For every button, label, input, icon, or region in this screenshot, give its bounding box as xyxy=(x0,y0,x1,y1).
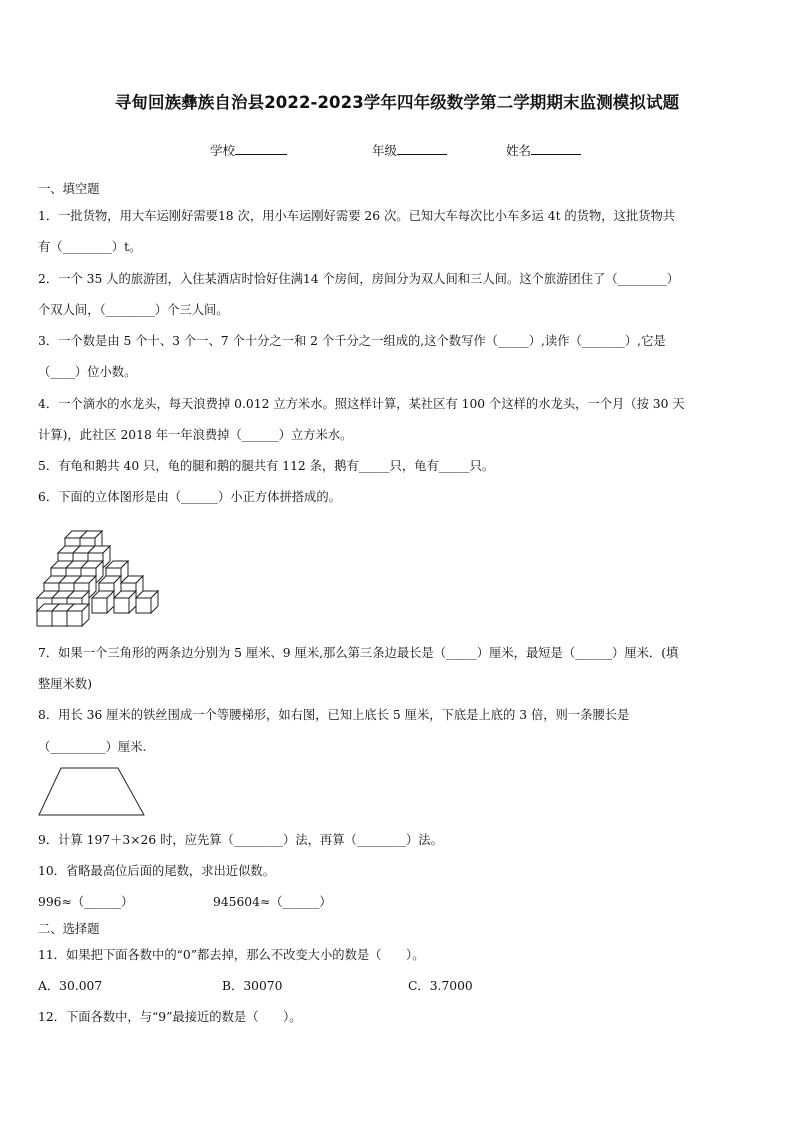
cube-icon xyxy=(67,604,89,626)
question-8-line-2: （_________）厘米. xyxy=(38,740,147,754)
cube-icon xyxy=(136,591,158,613)
question-10-item-a: 996≈（______） xyxy=(38,895,134,909)
cube-icon xyxy=(92,591,114,613)
question-10-item-b: 945604≈（______） xyxy=(213,895,332,909)
grade-label: 年级 xyxy=(372,143,398,158)
section-choice: 二、选择题 xyxy=(38,922,100,936)
question-2-line-1: 2．一个 35 人的旅游团，入住某酒店时恰好住满14 个房间，房间分为双人间和三人间。这个旅游团住了（________） xyxy=(38,272,680,286)
question-8-line-1: 8．用长 36 厘米的铁丝围成一个等腰梯形，如右图，已知上底长 5 厘米，下底是上底的 3 倍，则一条腰长是 xyxy=(38,708,630,722)
trapezoid-figure xyxy=(36,766,148,818)
question-5: 5．有龟和鹅共 40 只，龟的腿和鹅的腿共有 112 条，鹅有_____只，龟有_____只。 xyxy=(38,459,495,473)
school-field xyxy=(210,141,287,159)
question-11: 11．如果把下面各数中的“0”都去掉，那么不改变大小的数是（ ）。 xyxy=(38,948,425,962)
question-11-option-b[interactable]: B．30070 xyxy=(222,979,283,993)
page-title: 寻甸回族彝族自治县2022-2023学年四年级数学第二学期期末监测模拟试题 xyxy=(114,93,680,112)
question-12: 12．下面各数中，与“9”最接近的数是（ ）。 xyxy=(38,1010,302,1024)
question-3-line-2: （____）位小数。 xyxy=(38,365,137,379)
school-blank[interactable] xyxy=(235,142,287,155)
question-7-line-2: 整厘米数) xyxy=(38,677,92,691)
question-10: 10．省略最高位后面的尾数，求出近似数。 xyxy=(38,864,275,878)
cube-icon xyxy=(114,591,136,613)
section-fill-blank: 一、填空题 xyxy=(38,182,100,196)
question-9: 9．计算 197＋3×26 时，应先算（________）法，再算（________）法。 xyxy=(38,833,443,847)
name-field xyxy=(506,141,581,159)
question-1-line-2: 有（________）t。 xyxy=(38,240,142,254)
grade-field xyxy=(372,141,447,159)
question-11-option-a[interactable]: A．30.007 xyxy=(38,979,103,993)
question-4-line-2: 计算)，此社区 2018 年一年浪费掉（______）立方米水。 xyxy=(38,428,353,442)
question-2-line-2: 个双人间，（________）个三人间。 xyxy=(38,303,229,317)
question-7-line-1: 7．如果一个三角形的两条边分别为 5 厘米、9 厘米,那么第三条边最长是（_____）厘米，最短是（______）厘米．(填 xyxy=(38,646,679,660)
question-4-line-1: 4．一个滴水的水龙头，每天浪费掉 0.012 立方米水。照这样计算，某社区有 100 个这样的水龙头，一个月（按 30 天 xyxy=(38,397,685,411)
question-1-line-1: 1．一批货物，用大车运刚好需要18 次，用小车运刚好需要 26 次。已知大车每次比小车多运 4t 的货物，这批货物共 xyxy=(38,209,676,223)
question-3-line-1: 3．一个数是由 5 个十、3 个一、7 个十分之一和 2 个千分之一组成的,这个数写作（_____）,读作（_______）,它是 xyxy=(38,334,666,348)
question-11-option-c[interactable]: C．3.7000 xyxy=(408,979,473,993)
question-6: 6．下面的立体图形是由（______）小正方体拼搭成的。 xyxy=(38,490,341,504)
name-blank[interactable] xyxy=(531,142,581,155)
grade-blank[interactable] xyxy=(397,142,447,155)
school-label: 学校 xyxy=(210,143,236,158)
name-label: 姓名 xyxy=(506,143,532,158)
stacked-cubes-figure xyxy=(36,526,160,630)
trapezoid-shape xyxy=(39,768,144,815)
